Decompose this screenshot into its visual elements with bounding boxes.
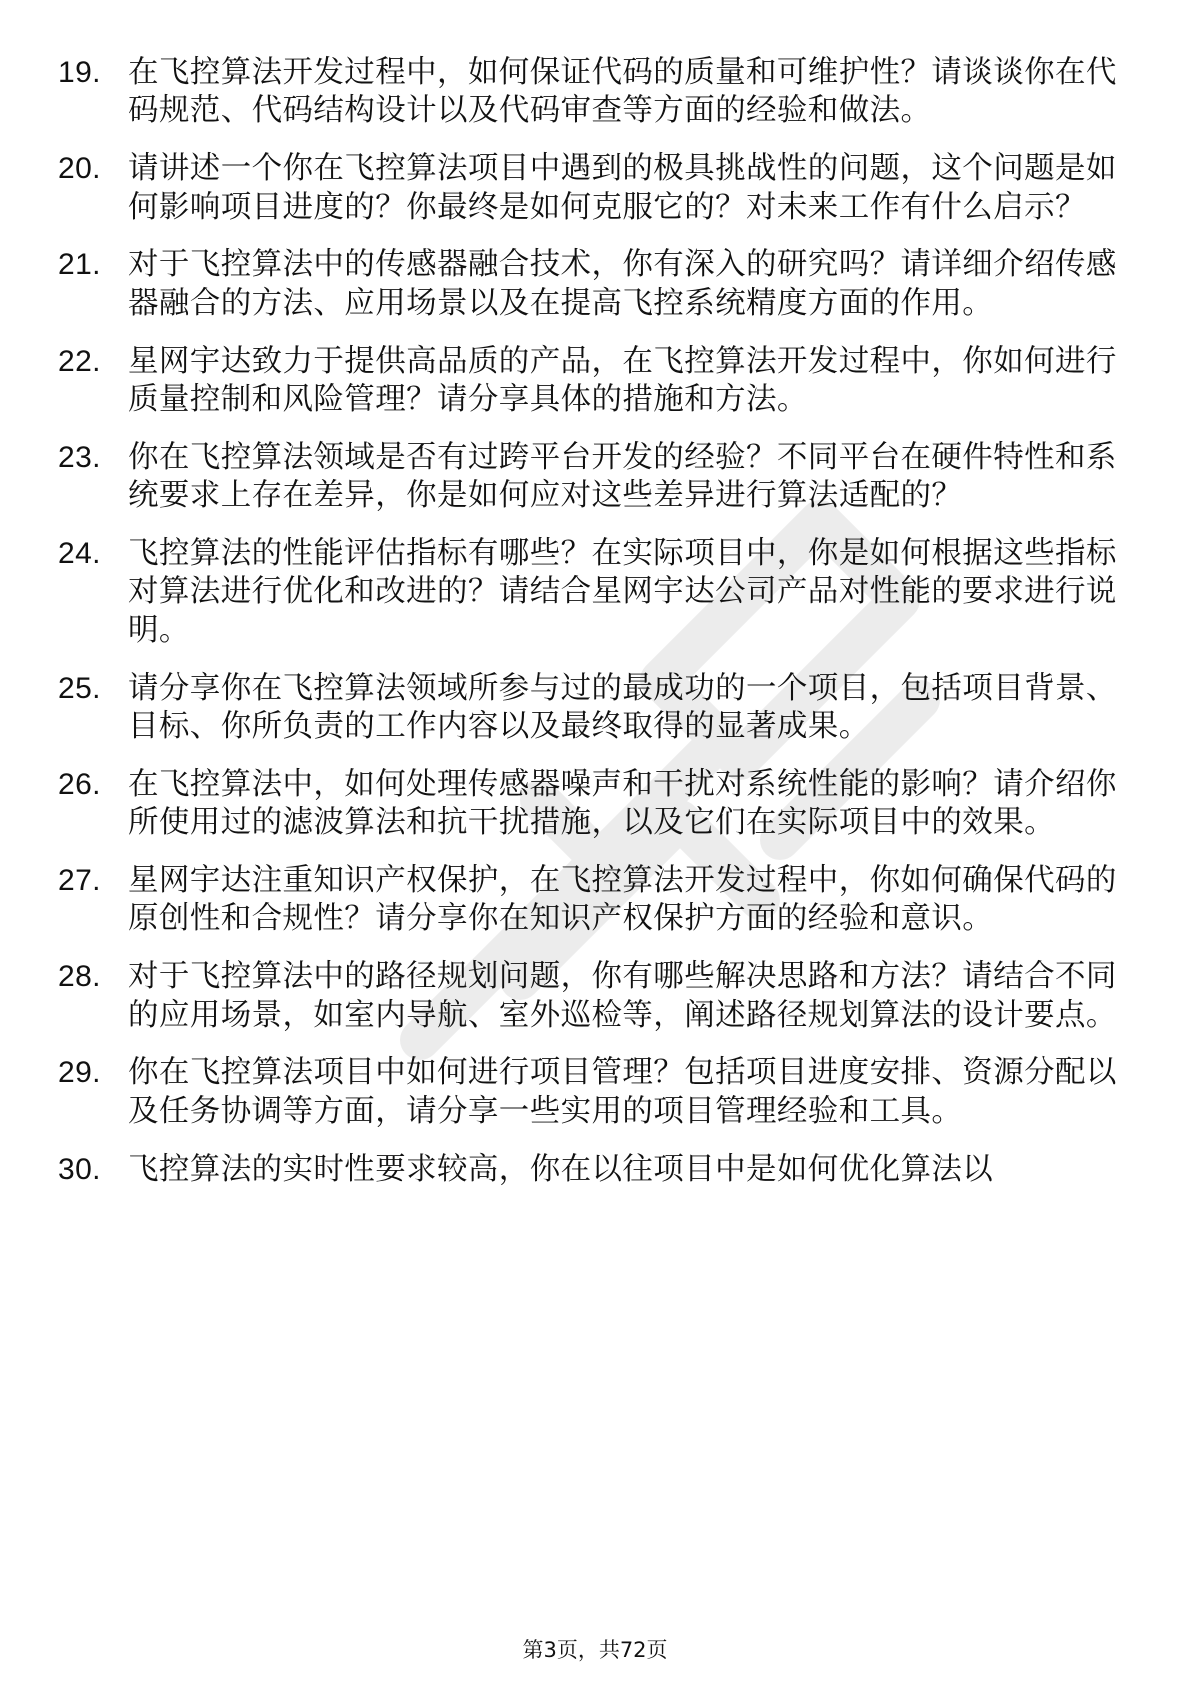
question-text: 飞控算法的性能评估指标有哪些？在实际项目中，你是如何根据这些指标对算法进行优化和改进的？请结合星网宇达公司产品对性能的要求进行说明。 [128,536,1117,648]
question-number: 22. [58,344,101,378]
question-item [58,1151,1118,1189]
question-number: 26. [58,767,101,801]
question-number: 24. [58,537,101,571]
question-list [58,54,1118,1208]
question-item [58,246,1118,323]
question-text: 星网宇达致力于提供高品质的产品，在飞控算法开发过程中，你如何进行质量控制和风险管理？请分享具体的措施和方法。 [128,343,1117,418]
question-text: 对于飞控算法中的路径规划问题，你有哪些解决思路和方法？请结合不同的应用场景，如室内导航、室外巡检等，阐述路径规划算法的设计要点。 [128,959,1117,1033]
question-item [58,150,1118,227]
question-item [58,766,1118,843]
question-number: 27. [58,864,101,898]
question-number: 28. [58,960,101,994]
question-text: 在飞控算法中，如何处理传感器噪声和干扰对系统性能的影响？请介绍你所使用过的滤波算法和抗干扰措施，以及它们在实际项目中的效果。 [128,766,1117,841]
question-item [58,670,1118,747]
question-item [58,535,1118,650]
question-item [58,1054,1118,1131]
question-text: 你在飞控算法领域是否有过跨平台开发的经验？不同平台在硬件特性和系统要求上存在差异，你是如何应对这些差异进行算法适配的？ [128,439,1117,514]
question-text: 对于飞控算法中的传感器融合技术，你有深入的研究吗？请详细介绍传感器融合的方法、应用场景以及在提高飞控系统精度方面的作用。 [128,247,1117,321]
question-text: 你在飞控算法项目中如何进行项目管理？包括项目进度安排、资源分配以及任务协调等方面，请分享一些实用的项目管理经验和工具。 [128,1055,1117,1129]
question-number: 19. [58,56,101,89]
question-number: 29. [58,1056,101,1090]
question-text: 请讲述一个你在飞控算法项目中遇到的极具挑战性的问题，这个问题是如何影响项目进度的？你最终是如何克服它的？对未来工作有什么启示？ [128,151,1117,225]
question-text: 星网宇达注重知识产权保护，在飞控算法开发过程中，你如何确保代码的原创性和合规性？请分享你在知识产权保护方面的经验和意识。 [128,863,1117,937]
question-number: 20. [58,152,101,186]
page-footer: 第3页，共72页 [522,1638,668,1662]
question-item [58,862,1118,939]
question-item [58,343,1118,420]
question-number: 23. [58,440,101,474]
question-number: 25. [58,671,101,705]
question-text: 在飞控算法开发过程中，如何保证代码的质量和可维护性？请谈谈你在代码规范、代码结构设计以及代码审查等方面的经验和做法。 [128,55,1117,129]
question-text: 请分享你在飞控算法领域所参与过的最成功的一个项目，包括项目背景、目标、你所负责的工作内容以及最终取得的显著成果。 [128,670,1117,745]
question-item [58,439,1118,516]
question-number: 21. [58,248,101,282]
question-number: 30. [58,1152,101,1186]
question-item [58,958,1118,1035]
question-item [58,54,1118,131]
question-text: 飞控算法的实时性要求较高，你在以往项目中是如何优化算法以 [128,1151,994,1187]
